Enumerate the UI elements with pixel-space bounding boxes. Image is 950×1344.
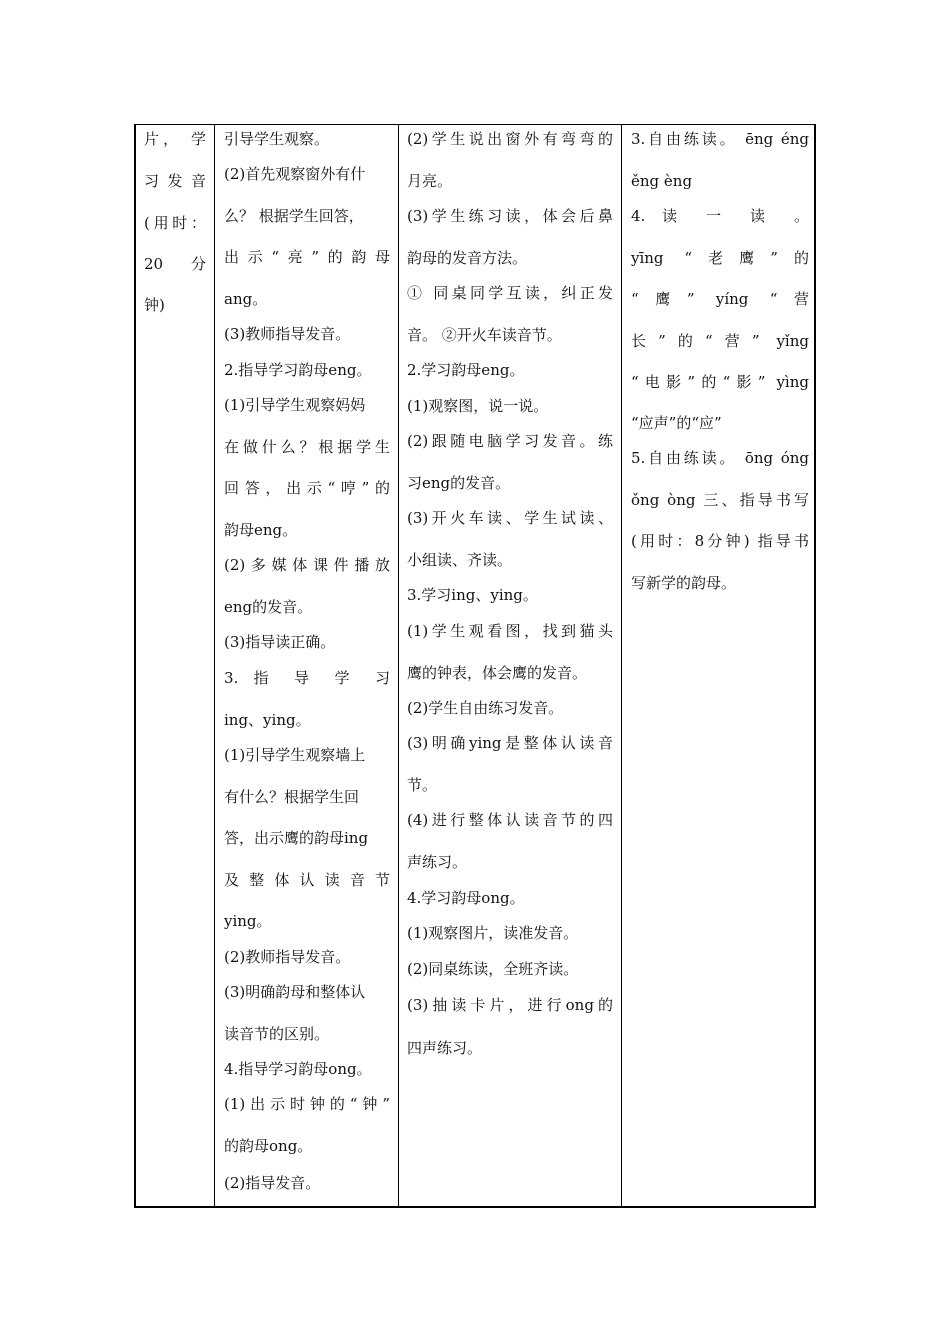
text-line: 3.学习ing、ying。 (407, 586, 538, 604)
text-line: (2)学生说出窗外有弯弯的 (407, 130, 613, 148)
text-line: “电影”的“影” yìng (631, 373, 809, 391)
practice-column (623, 125, 816, 1206)
text-line: 4. 读 一 读 。 (631, 207, 809, 225)
text-line: 读音节的区别。 (224, 1025, 330, 1043)
text-line: 月亮。 (407, 172, 453, 190)
text-line: (2)跟随电脑学习发音。练 (407, 432, 613, 450)
text-line: 4.学习韵母ong。 (407, 889, 525, 907)
text-line: 3. 指 导 学 习 (224, 669, 390, 687)
text-line: 3.自由练读。 ēng éng (631, 130, 809, 148)
text-line: 习发音 (144, 172, 206, 190)
text-line: (1)出示时钟的“钟” (224, 1095, 390, 1113)
text-line: (2)多媒体课件播放 (224, 556, 390, 574)
text-line: 引导学生观察。 (224, 130, 330, 148)
stage-column (136, 125, 215, 1206)
text-line: yīng “老鹰”的 (631, 249, 809, 267)
text-line: 小组读、齐读。 (407, 551, 513, 569)
text-line: ěng èng (631, 172, 693, 190)
text-line: (3)明确ying是整体认读音 (407, 734, 613, 752)
text-line: 四声练习。 (407, 1039, 483, 1057)
text-line: 4.指导学习韵母ong。 (224, 1060, 372, 1078)
text-line: (2)同桌练读，全班齐读。 (407, 960, 579, 978)
text-line: (1)引导学生观察妈妈 (224, 396, 366, 414)
lesson-plan-table (134, 124, 816, 1208)
text-line: 钟) (144, 296, 165, 314)
text-line: (1)观察图，说一说。 (407, 397, 549, 415)
text-line: (用时：8分钟) 指导书 (631, 532, 809, 550)
text-line: ang。 (224, 290, 268, 308)
text-line: 习eng的发音。 (407, 474, 511, 492)
text-line: (2)学生自由练习发音。 (407, 699, 564, 717)
text-line: 有什么？根据学生回 (224, 788, 360, 806)
text-line: eng的发音。 (224, 598, 313, 616)
text-line: (2)指导发音。 (224, 1174, 321, 1192)
text-line: (3)明确韵母和整体认 (224, 983, 366, 1001)
text-line: 写新学的韵母。 (631, 574, 737, 592)
teacher-activity-column (215, 125, 399, 1206)
text-line: (3)指导读正确。 (224, 633, 336, 651)
text-line: 20 分 (144, 255, 206, 273)
text-line: (4)进行整体认读音节的四 (407, 811, 613, 829)
text-line: 鹰的钟表，体会鹰的发音。 (407, 664, 588, 682)
student-activity-column (399, 125, 622, 1206)
text-line: (3)教师指导发音。 (224, 325, 351, 343)
text-line: (3)抽读卡片，进行ong的 (407, 996, 613, 1014)
text-line: 出示“亮”的韵母 (224, 248, 390, 266)
text-line: 节。 (407, 776, 438, 794)
text-line: 答，出示鹰的韵母ing (224, 829, 369, 847)
text-line: 回答，出示“哼”的 (224, 479, 390, 497)
text-line: (2)教师指导发音。 (224, 948, 351, 966)
text-line: 声练习。 (407, 853, 468, 871)
text-line: 的韵母ong。 (224, 1137, 313, 1155)
text-line: (2)首先观察窗外有什 (224, 165, 366, 183)
text-line: (3)学生练习读，体会后鼻 (407, 207, 613, 225)
text-line: 音。 ②开火车读音节。 (407, 326, 562, 344)
text-line: 5.自由练读。 ōng óng (631, 449, 809, 467)
text-line: ① 同桌同学互读，纠正发 (407, 284, 613, 302)
text-line: ing、ying。 (224, 711, 311, 729)
text-line: “应声”的“应” (631, 414, 722, 432)
text-line: 2.学习韵母eng。 (407, 361, 525, 379)
text-line: 韵母的发音方法。 (407, 249, 528, 267)
text-line: 在做什么？根据学生 (224, 438, 390, 456)
text-line: ǒng òng 三、指导书写 (631, 491, 809, 509)
text-line: (1)学生观看图，找到猫头 (407, 622, 613, 640)
text-line: 片， 学 (144, 130, 206, 148)
text-line: (1)引导学生观察墙上 (224, 746, 366, 764)
text-line: 长”的“营” yǐng (631, 332, 809, 350)
text-line: (3)开火车读、学生试读、 (407, 509, 613, 527)
text-line: (1)观察图片，读准发音。 (407, 924, 579, 942)
text-line: ying。 (224, 912, 272, 930)
text-line: (用时： (144, 214, 206, 232)
text-line: 韵母eng。 (224, 521, 298, 539)
text-line: 及整体认读音节 (224, 871, 390, 889)
text-line: 么？ 根据学生回答， (224, 207, 364, 225)
text-line: “鹰” yíng “营 (631, 290, 809, 308)
text-line: 2.指导学习韵母eng。 (224, 361, 372, 379)
